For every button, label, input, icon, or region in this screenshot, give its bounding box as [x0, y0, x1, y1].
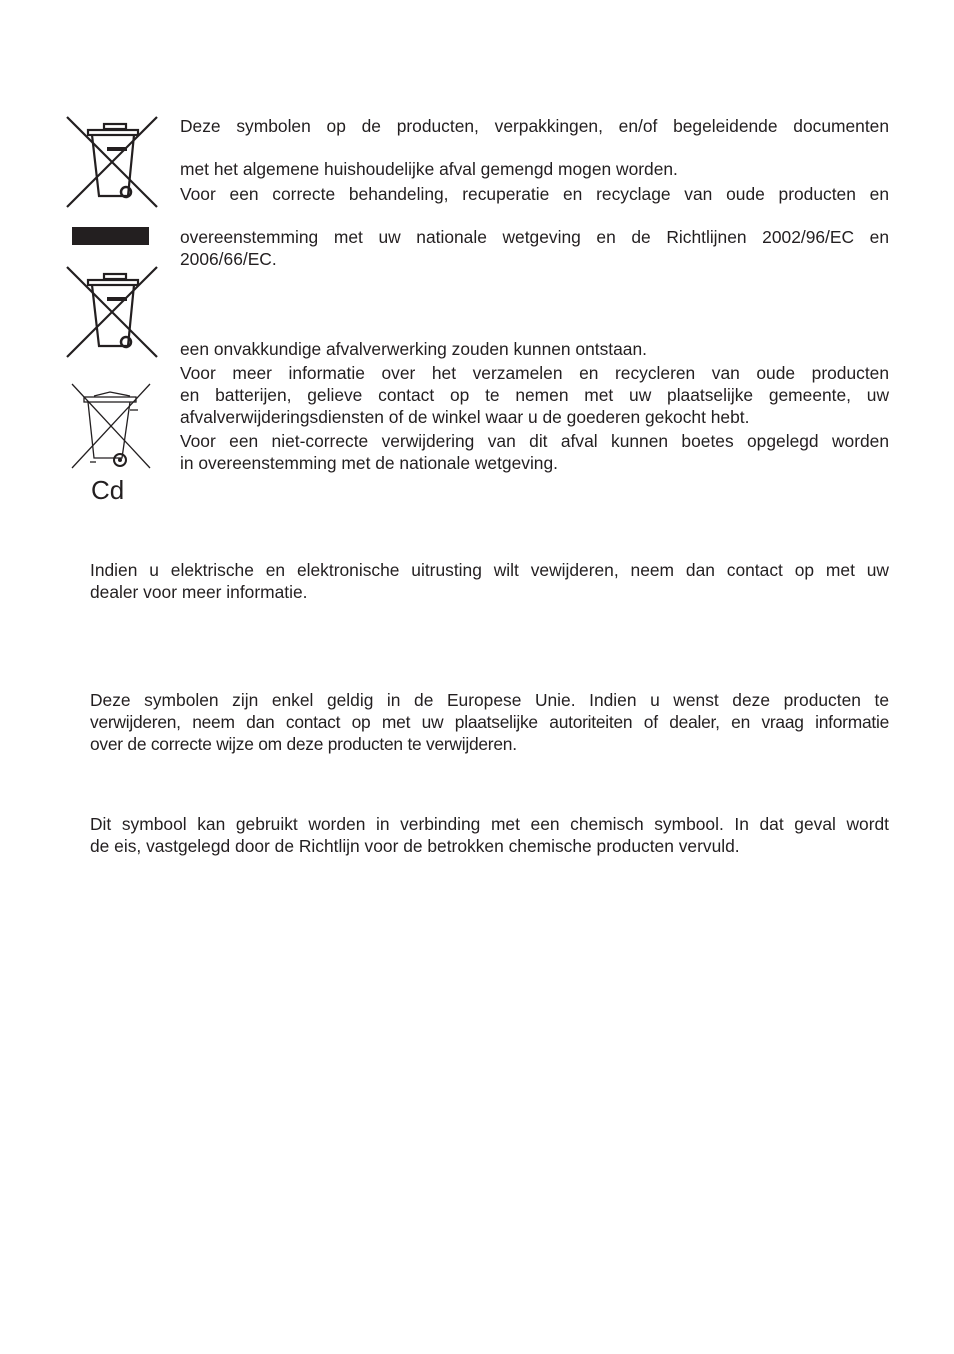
black-bar [72, 227, 149, 245]
section1-line8: en batterijen, gelieve contact op te nemen met uw plaatselijke gemeente, uw [180, 385, 889, 405]
section3-line3: over de correcte wijze om deze producten te verwijderen. [90, 734, 517, 754]
section4-line2: de eis, vastgelegd door de Richtlijn voor de betrokken chemische producten vervuld. [90, 836, 740, 856]
section1-line11: in overeenstemming met de nationale wetgeving. [180, 453, 558, 473]
crossed-bin-icon [64, 114, 160, 210]
section4-line1: Dit symbool kan gebruikt worden in verbinding met een chemisch symbool. In dat geval wordt [90, 814, 889, 834]
section1-line3: Voor een correcte behandeling, recuperatie en recyclage van oude producten en [180, 184, 889, 204]
section2-line2: dealer voor meer informatie. [90, 582, 308, 602]
crossed-bin-icon [64, 264, 160, 360]
section1-line9: afvalverwijderingsdiensten of de winkel waar u de goederen gekocht hebt. [180, 407, 750, 427]
cd-chemical-symbol: Cd [91, 475, 125, 505]
section3-line1: Deze symbolen zijn enkel geldig in de Europese Unie. Indien u wenst deze producten te [90, 690, 889, 710]
section2-line1: Indien u elektrische en elektronische uitrusting wilt vewijderen, neem dan contact op met uw [90, 560, 889, 580]
section1-line10: Voor een niet-correcte verwijdering van dit afval kunnen boetes opgelegd worden [180, 431, 889, 451]
section1-line4: overeenstemming met uw nationale wetgeving en de Richtlijnen 2002/96/EC en [180, 227, 889, 247]
section1-line7: Voor meer informatie over het verzamelen en recycleren van oude producten [180, 363, 889, 383]
section3-line2: verwijderen, neem dan contact op met uw plaatselijke autoriteiten of dealer, en vraag informatie [90, 712, 889, 732]
section1-line5: 2006/66/EC. [180, 249, 277, 269]
crossed-battery-bin-icon [70, 382, 152, 470]
section1-line6: een onvakkundige afvalverwerking zouden kunnen ontstaan. [180, 339, 647, 359]
section1-line2: met het algemene huishoudelijke afval gemengd mogen worden. [180, 159, 678, 179]
section1-line1: Deze symbolen op de producten, verpakkingen, en/of begeleidende documenten [180, 116, 889, 136]
